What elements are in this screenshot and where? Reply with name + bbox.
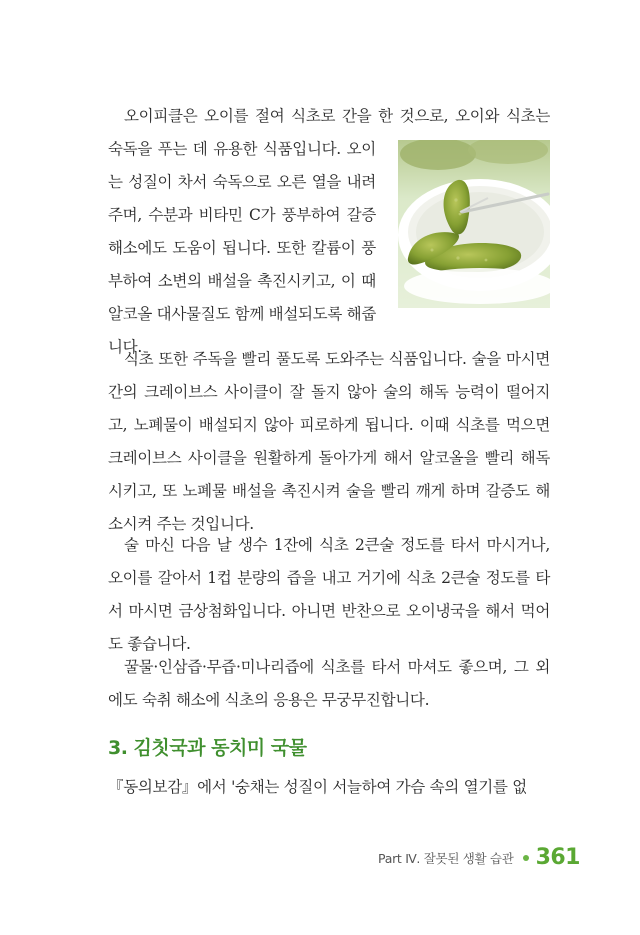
paragraph-1-first-line: 오이피클은 오이를 절여 식초로 간을 한 것으로, 오이와 식초는 bbox=[124, 107, 550, 125]
paragraph-4: 꿀물·인삼즙·무즙·미나리즙에 식초를 타서 마셔도 좋으며, 그 외에도 숙취 해소에 식초의 응용은 무궁무진합니다. bbox=[108, 658, 550, 709]
paragraph-2: 식초 또한 주독을 빨리 풀도록 도와주는 식품입니다. 술을 마시면 간의 크레이브스 사이클이 잘 돌지 않아 술의 해독 능력이 떨어지고, 노폐물이 배설되지 않아 피로하게 됩니다. 이때 식초를 먹으면 크레이브스 사이클을 원활하게 돌아가게 해서 알코올을 빨리 해독시키고, 또 노폐물 배설을 촉진시켜 술을 빨리 깨게 하며 갈증도 해소시켜 주는 것입니다. bbox=[108, 350, 550, 533]
paragraph-1-rest: 숙독을 푸는 데 유용한 식품입니다. 오이는 성질이 차서 숙독으로 오른 열을 내려주며, 수분과 비타민 C가 풍부하여 갈증 해소에도 도움이 됩니다. 또한 칼륨이 풍부하여 소변의 배설을 촉진시키고, 이 때 알코올 대사물질도 함께 배설되도록 해줍니다. bbox=[108, 140, 376, 356]
bullet-dot-icon bbox=[523, 855, 529, 861]
page-footer bbox=[378, 845, 580, 870]
page-number: 361 bbox=[535, 845, 580, 870]
paragraph-3: 술 마신 다음 날 생수 1잔에 식초 2큰술 정도를 타서 마시거나, 오이를 갈아서 1컵 분량의 즙을 내고 거기에 식초 2큰술 정도를 타서 마시면 금상첨화입니다. 아니면 반찬으로 오이냉국을 해서 먹어도 좋습니다. bbox=[108, 536, 550, 653]
paragraph-5: 『동의보감』에서 '숭채는 성질이 서늘하여 가슴 속의 열기를 없 bbox=[108, 778, 527, 796]
paragraph-1 bbox=[108, 100, 550, 364]
photo-float-space bbox=[388, 163, 550, 333]
section-heading: 3. 김칫국과 동치미 국물 bbox=[108, 737, 307, 759]
part-label: Part Ⅳ. 잘못된 생활 습관 bbox=[378, 850, 514, 866]
